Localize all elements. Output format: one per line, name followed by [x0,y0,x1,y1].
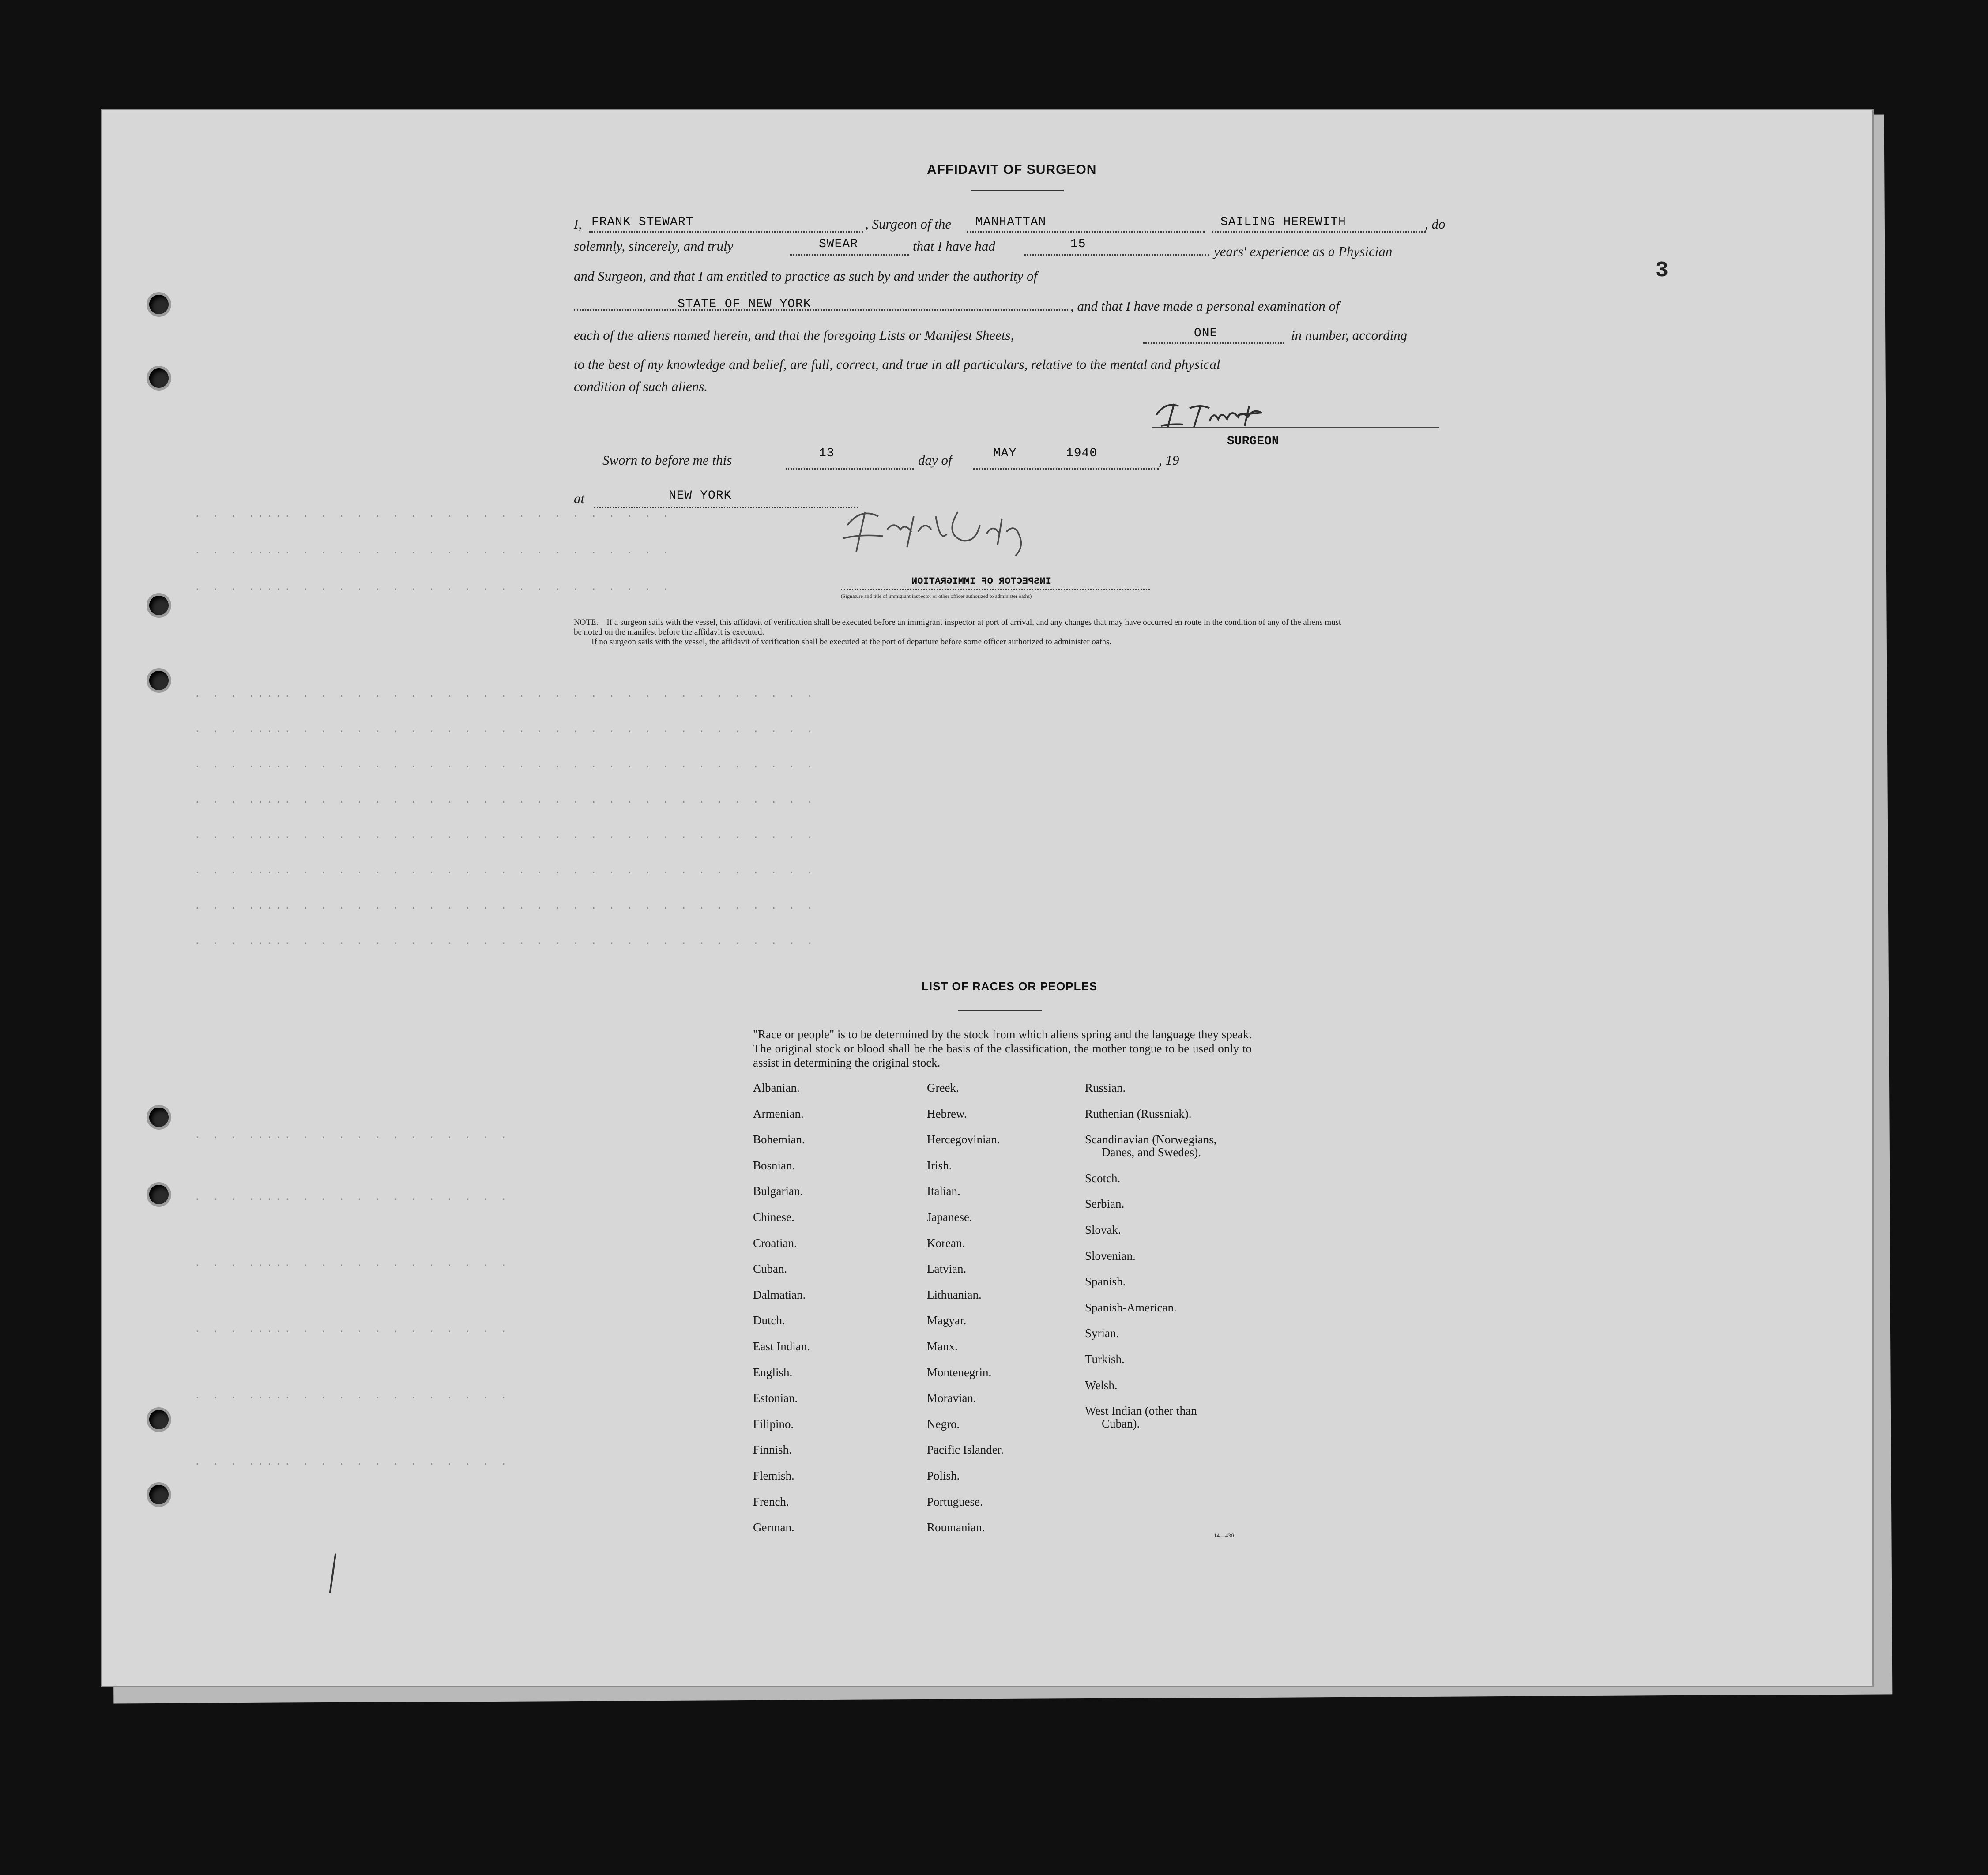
surgeon-status: SAILING HEREWITH [1220,215,1346,229]
sworn-mid: day of [918,452,952,468]
sheet-count: ONE [1194,327,1218,340]
race-item: Russian. [1085,1081,1126,1094]
vessel-name: MANHATTAN [975,215,1047,229]
dotted-fill-line [1143,342,1284,344]
race-item: Dalmatian. [753,1288,806,1301]
race-item: Pacific Islander. [927,1443,1004,1457]
signature-line [1152,427,1439,428]
races-column-1 [753,1081,810,1547]
race-item: Spanish. [1085,1275,1126,1289]
races-title: LIST OF RACES OR PEOPLES [922,980,1098,993]
race-item: Syrian. [1085,1326,1119,1340]
race-item: Filipino. [753,1417,794,1431]
race-item: Cuban). [1102,1417,1140,1431]
race-item: Bohemian. [753,1133,805,1146]
bleed-through-row: . . . ..... . . . . . . . . . . . . . . . . . . . . . . . . . . . . . [194,794,816,806]
race-item: Negro. [927,1417,960,1431]
sworn-year: 1940 [1066,447,1098,460]
binder-hole [149,295,169,314]
race-item: Croatian. [753,1236,797,1250]
affidavit-line-6: to the best of my knowledge and belief, are full, correct, and true in all particulars, relative to the mental and physical [574,357,1220,372]
officer-caption: (Signature and title of immigrant inspector or other officer authorized to administer oaths) [841,593,1032,599]
race-item: English. [753,1365,793,1379]
bleed-through-row: . . . ..... . . . . . . . . . . . . . . . . . . . . . . . . . . . . . [194,900,816,912]
page-number: 3 [1655,258,1669,283]
affidavit-line-3: and Surgeon, and that I am entitled to practice as such by and under the authority of [574,268,1038,284]
dotted-fill-line [1024,254,1209,256]
affidavit-title: AFFIDAVIT OF SURGEON [927,162,1097,177]
race-item: French. [753,1495,789,1508]
race-item: Danes, and Swedes). [1102,1146,1201,1159]
bleed-through-row: . . . ..... . . . . . . . . . . . . [194,1130,510,1142]
race-item: Latvian. [927,1262,967,1276]
bleed-through-row: . . . ..... . . . . . . . . . . . . . . . . . . . . . [194,508,672,520]
bleed-through-row: . . . ..... . . . . . . . . . . . . [194,1456,510,1468]
race-item: Ruthenian (Russniak). [1085,1107,1192,1120]
bleed-through-row: . . . ..... . . . . . . . . . . . . [194,1258,510,1270]
form-number: 14—430 [1214,1532,1234,1539]
bleed-through-row: . . . ..... . . . . . . . . . . . . [194,1390,510,1402]
note-paragraph-2: If no surgeon sails with the vessel, the affidavit of verification shall be executed at the port of departure before some officer authorized to administer oaths. [591,637,1112,646]
dotted-fill-line [973,468,1159,470]
race-item: Moravian. [927,1391,976,1405]
line1-mid: , Surgeon of the [865,216,952,232]
race-item: Korean. [927,1236,965,1250]
race-item: West Indian (other than [1085,1404,1197,1418]
line2-mid: that I have had [913,238,995,254]
race-item: Dutch. [753,1314,785,1327]
line4-suffix: , and that I have made a personal examination of [1070,298,1340,314]
race-item: Scandinavian (Norwegians, [1085,1133,1217,1146]
race-item: Magyar. [927,1314,967,1327]
bleed-through-row: . . . ..... . . . . . . . . . . . . . . . . . . . . . [194,545,672,557]
sworn-day: 13 [819,447,835,460]
binder-hole [149,1485,169,1504]
line5-suffix: in number, according [1291,327,1408,343]
race-item: Albanian. [753,1081,800,1094]
bleed-through-row: . . . ..... . . . . . . . . . . . . [194,1191,510,1203]
race-item: Lithuanian. [927,1288,982,1301]
bleed-through-row: . . . ..... . . . . . . . . . . . . [194,1324,510,1336]
affidavit-line-1 [574,216,582,232]
race-item: Turkish. [1085,1352,1125,1366]
at-prefix: at [574,491,585,506]
binder-hole [149,596,169,615]
affidavit-line-7: condition of such aliens. [574,379,708,394]
affidavit-note [574,618,1342,647]
race-item: Bosnian. [753,1158,795,1172]
race-item: Serbian. [1085,1197,1125,1211]
line2-prefix: solemnly, sincerely, and truly [574,238,734,254]
years-experience: 15 [1070,237,1086,251]
dotted-fill-line [790,254,909,256]
binder-hole [149,1410,169,1429]
line1-suffix: , do [1425,216,1446,232]
officer-signature-line [841,588,1150,590]
race-item: Armenian. [753,1107,804,1120]
race-item: Irish. [927,1158,952,1172]
races-rule [958,1010,1042,1011]
race-item: Hebrew. [927,1107,967,1120]
dotted-fill-line [1212,231,1426,233]
race-item: Chinese. [753,1210,794,1224]
race-item: Manx. [927,1339,958,1353]
surgeon-label: SURGEON [1227,435,1279,448]
race-item: Italian. [927,1184,960,1198]
binder-hole [149,1185,169,1204]
dotted-fill-line [574,309,1068,311]
race-item: Scotch. [1085,1171,1121,1185]
race-item: Estonian. [753,1391,798,1405]
bleed-through-row: . . . ..... . . . . . . . . . . . . . . . . . . . . . . . . . . . . . [194,759,816,771]
race-item: German. [753,1521,794,1534]
race-item: Greek. [927,1081,959,1094]
oath-type: SWEAR [819,237,858,251]
race-item: Finnish. [753,1443,792,1457]
race-item: Spanish-American. [1085,1300,1177,1314]
officer-title: INSPECTOR OF IMMIGRATION [911,576,1051,587]
race-item: Cuban. [753,1262,787,1276]
races-column-2 [927,1081,1004,1547]
dotted-fill-line [967,231,1205,233]
binder-hole [149,368,169,388]
sworn-place: NEW YORK [669,489,732,503]
race-item: Polish. [927,1469,960,1482]
surgeon-name: FRANK STEWART [591,215,694,229]
binder-hole [149,1108,169,1127]
sworn-prefix: Sworn to before me this [602,452,732,468]
line2-suffix: years' experience as a Physician [1214,244,1393,259]
race-item: Hercegovinian. [927,1133,1000,1146]
bleed-through-row: . . . ..... . . . . . . . . . . . . . . . . . . . . . . . . . . . . . [194,936,816,947]
sworn-suffix: , 19 [1159,452,1179,468]
race-item: Flemish. [753,1469,794,1482]
dotted-fill-line [589,231,863,233]
race-item: Welsh. [1085,1378,1118,1392]
sworn-month: MAY [993,447,1017,460]
practice-authority: STATE OF NEW YORK [678,297,811,311]
line1-prefix: I, [574,216,582,232]
races-column-3 [1085,1081,1216,1443]
race-item: Portuguese. [927,1495,983,1508]
race-item: Slovenian. [1085,1249,1136,1263]
race-item: Bulgarian. [753,1184,803,1198]
bleed-through-row: . . . ..... . . . . . . . . . . . . . . . . . . . . . . . . . . . . . [194,688,816,700]
officer-signature [834,499,1073,565]
bleed-through-row: . . . ..... . . . . . . . . . . . . . . . . . . . . . [194,582,672,594]
race-item: Roumanian. [927,1521,985,1534]
binder-hole [149,671,169,690]
race-item: Japanese. [927,1210,972,1224]
race-item: Montenegrin. [927,1365,992,1379]
note-paragraph-1: NOTE.—If a surgeon sails with the vessel, this affidavit of verification shall be executed before an immigrant inspector at port of arrival, and any changes that may have occurred en route in the condition of any of the aliens must be noted on the manifest before the affidavit is executed. [574,618,1341,637]
bleed-through-row: . . . ..... . . . . . . . . . . . . . . . . . . . . . . . . . . . . . [194,724,816,736]
dotted-fill-line [594,507,858,508]
bleed-through-row: . . . ..... . . . . . . . . . . . . . . . . . . . . . . . . . . . . . [194,830,816,842]
race-item: East Indian. [753,1339,810,1353]
bleed-through-row: . . . ..... . . . . . . . . . . . . . . . . . . . . . . . . . . . . . [194,865,816,877]
races-intro: "Race or people" is to be determined by the stock from which aliens spring and the language they speak. The original stock or blood shall be the basis of the classification, the mother tongue to be used only to assist in determining the original stock. [753,1028,1252,1069]
dotted-fill-line [786,468,914,470]
title-rule [971,190,1064,191]
race-item: Slovak. [1085,1223,1121,1236]
line5-prefix: each of the aliens named herein, and that the foregoing Lists or Manifest Sheets, [574,327,1014,343]
